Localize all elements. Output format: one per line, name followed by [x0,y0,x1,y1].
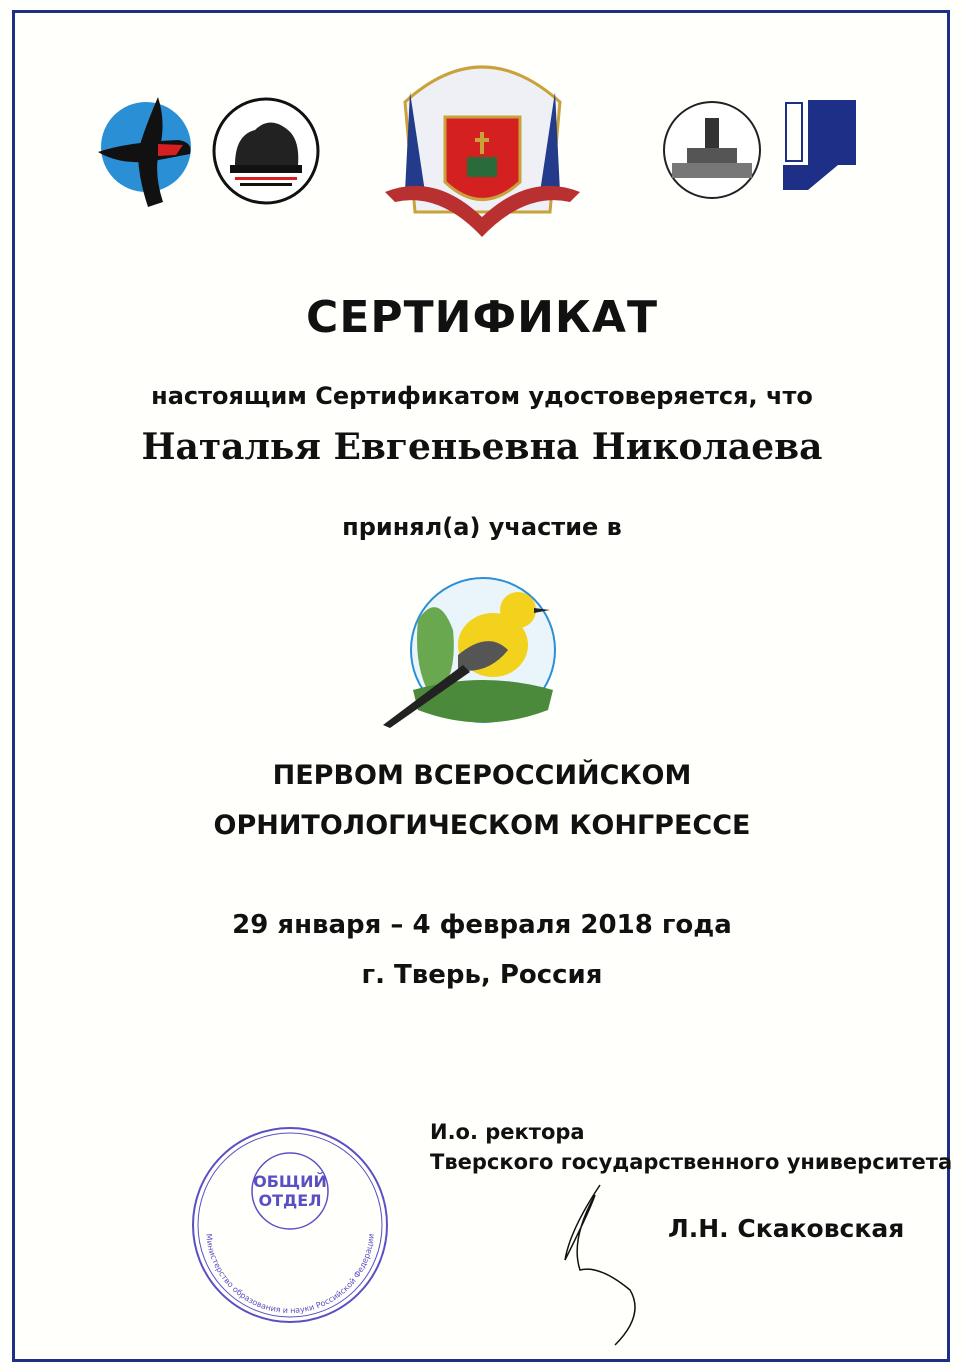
tver-coat-of-arms-logo [375,42,590,252]
stamp-ring-text: Министерство образования и науки Российской Федерации [204,1233,376,1316]
event-location: г. Тверь, Россия [361,960,603,990]
certificate-intro: настоящим Сертификатом удостоверяется, что [151,382,813,410]
recipient-name: Наталья Евгеньевна Николаева [141,426,823,468]
participation-text: принял(а) участие в [342,513,622,541]
zoological-institute-logo [210,95,322,207]
signer-position-line1: И.о. ректора [430,1120,585,1144]
official-stamp [190,1125,390,1325]
event-dates: 29 января – 4 февраля 2018 года [232,910,732,940]
stamp-text-line1: ОБЩИЙ [253,1172,327,1191]
signer-name: Л.Н. Скаковская [668,1214,905,1243]
stamp-text-line2: ОТДЕЛ [258,1191,322,1210]
congress-name-line2: ОРНИТОЛОГИЧЕСКОМ КОНГРЕССЕ [213,810,751,841]
signer-position-line2: Тверского государственного университета [430,1150,953,1174]
handwritten-signature [550,1180,670,1350]
certificate-title: СЕРТИФИКАТ [306,292,658,343]
mgei-logo [778,95,860,195]
congress-name-line1: ПЕРВОМ ВСЕРОССИЙСКОМ [272,760,692,791]
msu-logo [657,98,767,203]
congress-logo [378,560,578,740]
rosip-birds-russia-logo [88,92,208,212]
svg-text:Министерство образования и нау [204,1233,376,1315]
